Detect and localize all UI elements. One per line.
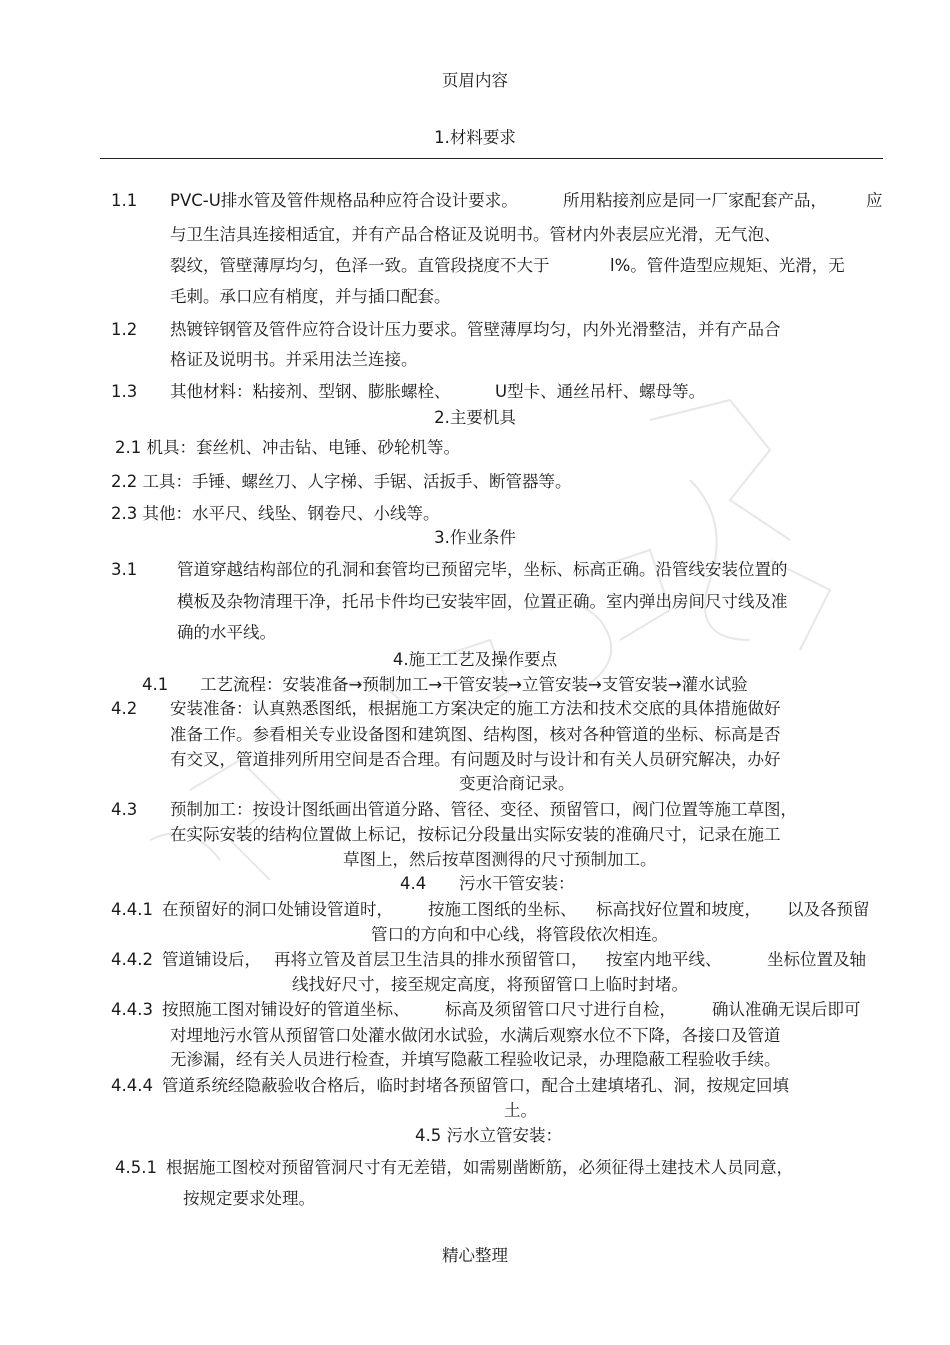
item-4-4-1-line-1d: 以及各预留	[787, 900, 870, 919]
item-2-1: 2.1 机具：套丝机、冲击钻、电锤、砂轮机等。	[115, 438, 460, 457]
item-1-1-line-1c: 应	[866, 191, 883, 210]
item-4-4-4-line-2: 土。	[504, 1101, 537, 1120]
item-4-4-4-number: 4.4.4	[111, 1076, 153, 1095]
item-2-2: 2.2 工具：手锤、螺丝刀、人字梯、手锯、活扳手、断管器等。	[111, 472, 572, 491]
item-3-1-line-2: 模板及杂物清理干净，托吊卡件均已安装牢固，位置正确。室内弹出房间尺寸线及准	[177, 592, 788, 611]
item-4-4-2-line-1c: 按室内地平线、	[606, 950, 722, 969]
section-4-title: 4.施工工艺及操作要点	[392, 650, 558, 669]
item-4-5-1-line-1: 根据施工图校对预留管洞尺寸有无差错，如需剔凿断筋，必须征得土建技术人员同意，	[166, 1158, 793, 1177]
item-4-1-number: 4.1	[142, 675, 169, 694]
item-4-5-1-line-2: 按规定要求处理。	[183, 1189, 315, 1208]
section-2-title: 2.主要机具	[434, 408, 516, 427]
section-1-title: 1.材料要求	[434, 128, 516, 147]
item-1-3-line-1b: U型卡、通丝吊杆、螺母等。	[495, 382, 706, 401]
item-4-4-2-line-2: 线找好尺寸，接至规定高度，将预留管口上临时封堵。	[292, 975, 688, 994]
page-footer: 精心整理	[442, 1246, 508, 1265]
item-1-2-line-1: 热镀锌钢管及管件应符合设计压力要求。管壁薄厚均匀，内外光滑整洁，并有产品合	[170, 320, 781, 339]
item-4-2-line-4: 变更洽商记录。	[459, 774, 575, 793]
item-1-1-number: 1.1	[111, 191, 138, 210]
item-4-4-2-line-1b: 再将立管及首层卫生洁具的排水预留管口，	[274, 950, 588, 969]
heading-4-5: 4.5 污水立管安装：	[415, 1126, 562, 1145]
item-4-4-1-line-2: 管口的方向和中心线，将管段依次相连。	[371, 925, 668, 944]
item-1-1-line-1a: PVC-U排水管及管件规格品种应符合设计要求。	[170, 191, 518, 210]
item-4-4-2-number: 4.4.2	[111, 950, 153, 969]
item-1-1-line-1b: 所用粘接剂应是同一厂家配套产品，	[563, 191, 827, 210]
section-3-title: 3.作业条件	[434, 528, 516, 547]
item-4-4-1-line-1b: 按施工图纸的坐标、	[428, 900, 577, 919]
heading-4-4-number: 4.4	[400, 874, 427, 893]
page-header: 页眉内容	[442, 71, 508, 90]
item-1-2-line-2: 格证及说明书。并采用法兰连接。	[170, 350, 418, 369]
item-4-3-number: 4.3	[111, 800, 138, 819]
heading-4-4-text: 污水干管安装：	[459, 874, 575, 893]
item-1-3-number: 1.3	[111, 382, 138, 401]
item-1-1-line-3b: l%。管件造型应规矩、光滑，无	[610, 256, 845, 275]
item-4-4-3-line-1c: 确认准确无误后即可	[712, 1000, 861, 1019]
item-4-4-1-line-1c: 标高找好位置和坡度，	[596, 900, 761, 919]
item-4-4-2-line-1a: 管道铺设后，	[162, 950, 261, 969]
item-1-3-line-1a: 其他材料：粘接剂、型钢、膨胀螺栓、	[170, 382, 451, 401]
item-4-3-line-3: 草图上，然后按草图测得的尺寸预制加工。	[343, 850, 657, 869]
item-4-4-3-line-3: 无渗漏，经有关人员进行检查，并填写隐蔽工程验收记录，办理隐蔽工程验收手续。	[170, 1050, 781, 1069]
item-4-2-line-1: 安装准备：认真熟悉图纸，根据施工方案决定的施工方法和技术交底的具体措施做好	[170, 699, 781, 718]
item-4-4-3-line-2: 对埋地污水管从预留管口处灌水做闭水试验，水满后观察水位不下降，各接口及管道	[170, 1026, 781, 1045]
header-divider	[100, 158, 883, 159]
item-3-1-line-1: 管道穿越结构部位的孔洞和套管均已预留完毕，坐标、标高正确。沿管线安装位置的	[177, 560, 788, 579]
item-4-4-3-line-1b: 标高及须留管口尺寸进行自检，	[445, 1000, 676, 1019]
item-4-5-1-number: 4.5.1	[115, 1158, 157, 1177]
item-3-1-line-3: 确的水平线。	[177, 623, 276, 642]
item-4-3-line-2: 在实际安装的结构位置做上标记，按标记分段量出实际安装的准确尺寸，记录在施工	[170, 825, 781, 844]
item-3-1-number: 3.1	[111, 560, 138, 579]
item-4-4-3-line-1a: 按照施工图对铺设好的管道坐标、	[162, 1000, 410, 1019]
item-4-4-3-number: 4.4.3	[111, 1000, 153, 1019]
item-4-1-line-1: 工艺流程：安装准备→预制加工→干管安装→立管安装→支管安装→灌水试验	[200, 675, 748, 694]
item-4-2-line-3: 有交叉，管道排列所用空间是否合理。有问题及时与设计和有关人员研究解决，办好	[170, 750, 781, 769]
item-4-3-line-1: 预制加工：按设计图纸画出管道分路、管径、变径、预留管口，阀门位置等施工草图，	[170, 800, 797, 819]
item-4-2-line-2: 准备工作。参看相关专业设备图和建筑图、结构图，核对各种管道的坐标、标高是否	[170, 725, 781, 744]
item-1-2-number: 1.2	[111, 320, 138, 339]
item-4-2-number: 4.2	[111, 699, 138, 718]
item-2-3: 2.3 其他：水平尺、线坠、钢卷尺、小线等。	[111, 504, 440, 523]
item-1-1-line-3a: 裂纹，管壁薄厚均匀，色泽一致。直管段挠度不大于	[170, 256, 550, 275]
item-4-4-1-line-1a: 在预留好的洞口处铺设管道时，	[162, 900, 393, 919]
item-4-4-2-line-1d: 坐标位置及轴	[767, 950, 866, 969]
item-4-4-4-line-1: 管道系统经隐蔽验收合格后，临时封堵各预留管口，配合土建填堵孔、洞，按规定回填	[162, 1076, 789, 1095]
item-1-1-line-4: 毛刺。承口应有梢度，并与插口配套。	[170, 287, 451, 306]
item-1-1-line-2: 与卫生洁具连接相适宜，并有产品合格证及说明书。管材内外表层应光滑，无气泡、	[170, 225, 781, 244]
item-4-4-1-number: 4.4.1	[111, 900, 153, 919]
